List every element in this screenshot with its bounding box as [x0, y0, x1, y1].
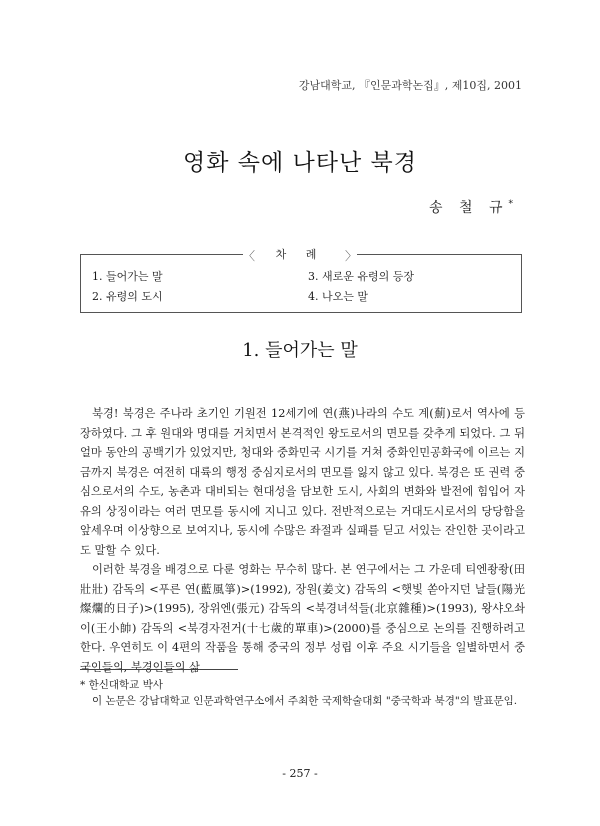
- paragraph: 이러한 북경을 배경으로 다룬 영화는 무수히 많다. 본 연구에서는 그 가운데 티엔좡좡(田壯壯) 감독의 <푸른 연(藍風箏)>(1992), 장원(姜文) 감독의 <햇빛 쏟아지던 날들(陽光燦爛的日子)>(1995), 장위엔(張元) 감독의 <북경녀석들(北京雜種)>(1993), 왕샤오솨이(王小帥) 감독의 <북경자전거(十七歲的單車)>(2000)를 중심으로 논의를 진행하려고 한다. 우연히도 이 4편의 작품을 통해 중국의 정부 성립 이후 주요 시기들을 일별하면서 중국인들의, 북경인들의 삶: [80, 563, 525, 674]
- toc-item: 1. 들어가는 말: [92, 270, 163, 283]
- author-footnote-mark: *: [508, 199, 513, 210]
- toc-label-text: 차 례: [275, 248, 325, 261]
- footnote-affiliation: * 한신대학교 박사: [80, 679, 163, 691]
- footnote: [80, 677, 525, 709]
- chevron-left-icon: 〈: [243, 249, 256, 263]
- body-text: [80, 404, 525, 677]
- paper-title: 영화 속에 나타난 북경: [183, 150, 417, 176]
- chevron-right-icon: 〉: [344, 249, 357, 263]
- page-number: - 257 -: [282, 767, 318, 780]
- toc-item: 2. 유령의 도시: [92, 290, 163, 303]
- paragraph: 북경! 북경은 주나라 초기인 기원전 12세기에 연(燕)나라의 수도 계(薊)로서 역사에 등장하였다. 그 후 원대와 명대를 거치면서 본격적인 왕도로서의 면모를 갖추게 되었다. 그 뒤 얼마 동안의 공백기가 있었지만, 청대와 중화민국 시기를 거쳐 중화인민공화국에 이르는 지금까지 북경은 여전히 대륙의 행정 중심지로서의 면모를 잃지 않고 있다. 북경은 또 권력 중심으로서의 수도, 농촌과 대비되는 현대성을 담보한 도시, 사회의 변화와 발전에 힘입어 자유의 상징이라는 여러 면모를 동시에 지니고 있다. 전반적으로는 거대도시로서의 당당함을 앞세우며 이상향으로 보여지나, 동시에 수많은 좌절과 실패를 딛고 서있는 잔인한 곳이라고도 말할 수 있다.: [80, 407, 525, 557]
- toc-label: [243, 243, 357, 265]
- toc-item: 3. 새로운 유령의 등장: [308, 270, 414, 283]
- author: [429, 197, 513, 217]
- section-heading: 1. 들어가는 말: [242, 340, 358, 361]
- footnote-note: 이 논문은 강남대학교 인문과학연구소에서 주최한 국제학술대회 "중국학과 북경"의 발표문임.: [92, 695, 518, 707]
- journal-citation: 강남대학교, 『인문과학논집』, 제10집, 2001: [298, 79, 522, 92]
- toc-item: 4. 나오는 말: [308, 290, 368, 303]
- author-name: 송 철 규: [429, 200, 509, 216]
- footnote-divider: [80, 669, 238, 670]
